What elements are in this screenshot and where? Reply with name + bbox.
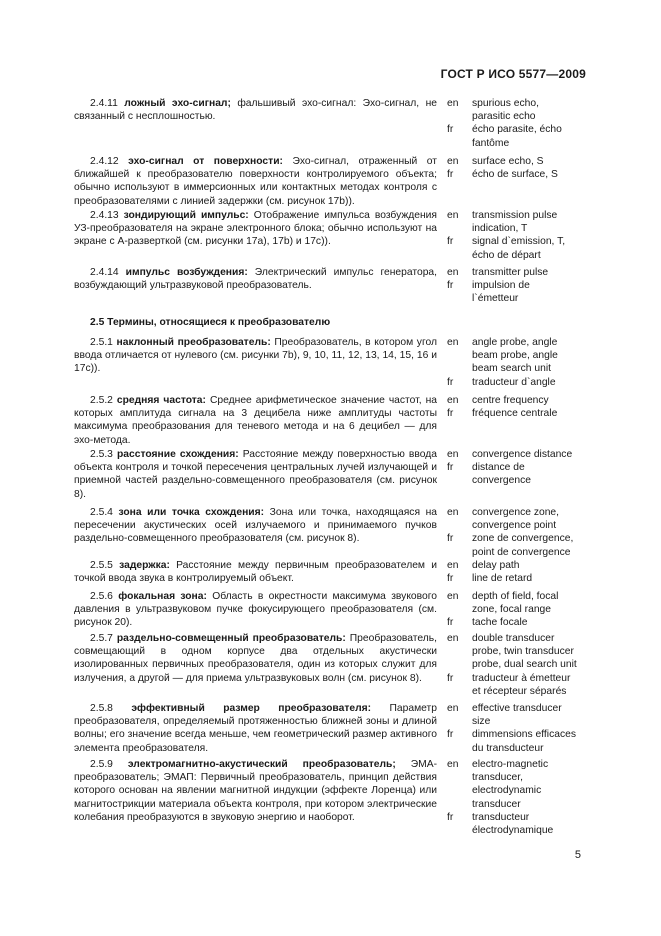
translation-fr <box>447 461 597 487</box>
lang-code: fr <box>447 729 454 741</box>
translation-line: écho de surface, S <box>472 169 558 181</box>
lang-code: fr <box>447 169 454 181</box>
lang-code: fr <box>447 376 454 388</box>
term-number: 2.5.3 <box>90 449 117 460</box>
term-definition <box>74 209 437 249</box>
term-text: Преобразователь, совмещающий в одном корпусе два отдельных акустически изолированных первичных преобразователя, один из которых служит для излучения, а другой — для приема ультразвуковых волн (см. рисунок 8). <box>74 633 437 684</box>
term-text: Преобразователь, в котором угол ввода отличается от нулевого (см. рисунки 7b), 9, 10, 11, 12, 13, 14, 15, 16 и 17с)). <box>74 337 437 375</box>
translation-line: spurious echo, <box>472 98 539 109</box>
translation-line: zone, focal range <box>472 604 551 616</box>
translation-line: point de convergence <box>472 546 571 558</box>
translation-line: l`émetteur <box>472 293 519 305</box>
term-text: Расстояние между поверхностью ввода объекта контроля и точкой пересечения центральных лучей излучающей и приемной частей раздельно-совмещенного преобразователя (см. рисунок 8). <box>74 449 437 500</box>
lang-code: en <box>447 560 459 571</box>
translations <box>447 632 597 698</box>
lang-code: fr <box>447 408 454 420</box>
term-number: 2.5.9 <box>90 759 128 770</box>
translations <box>447 336 597 389</box>
translation-line: transmission pulse <box>472 210 558 221</box>
translation-line: fréquence centrale <box>472 408 558 420</box>
term-definition <box>74 97 437 123</box>
translation-line: transmitter pulse <box>472 267 549 278</box>
translation-fr <box>447 279 597 305</box>
term-text: Зона или точка, находящаяся на пересечении акустических осей излучаемого и принимаемого пучков раздельно-совмещенного преобразователя (см. рисунок 8). <box>74 507 438 545</box>
translation-line: size <box>472 716 491 728</box>
document-id: ГОСТ Р ИСО 5577—2009 <box>440 67 586 81</box>
translation-line: centre frequency <box>472 395 549 406</box>
translation-line: electrodynamic <box>472 785 542 797</box>
translation-en <box>447 559 597 572</box>
translation-line: probe, twin transducer <box>472 646 574 658</box>
translation-line: convergence distance <box>472 449 573 460</box>
translation-fr <box>447 168 597 181</box>
translations <box>447 155 597 181</box>
translation-line: dimmensions efficaces <box>472 729 576 741</box>
translation-line: traducteur d`angle <box>472 376 556 388</box>
term-number: 2.5.7 <box>90 633 117 644</box>
translation-line: électrodynamique <box>472 825 554 837</box>
translation-en <box>447 590 597 616</box>
term-name: зондирующий импульс: <box>123 210 249 221</box>
translation-line: delay path <box>472 560 520 571</box>
term-number: 2.5.6 <box>90 591 119 602</box>
lang-code: en <box>447 98 459 109</box>
term-definition <box>74 632 437 685</box>
translation-en <box>447 702 597 728</box>
translation-line: fantôme <box>472 137 510 149</box>
term-name: ложный эхо-сигнал; <box>124 98 231 109</box>
term-name: средняя частота: <box>116 395 206 406</box>
translation-fr <box>447 616 597 629</box>
translation-en <box>447 448 597 461</box>
term-text: ЭМА-преобразователь; ЭМАП: Первичный преобразователь, принцип действия которого основан на явлении магнитной индукции (эффекте Лоренца) или магнитострикции материала объекта контроля, при котором электрические колебания преобразуются в звуковую энергию и наоборот. <box>74 759 438 823</box>
translation-en <box>447 336 597 376</box>
translation-en <box>447 155 597 168</box>
lang-code: en <box>447 267 459 278</box>
term-name: задержка: <box>119 560 170 571</box>
translations <box>447 209 597 262</box>
translations <box>447 394 597 420</box>
term-name: эхо-сигнал от поверхности: <box>128 156 283 167</box>
lang-code: en <box>447 591 459 602</box>
lang-code: fr <box>447 462 454 474</box>
translation-line: convergence point <box>472 520 557 532</box>
translations <box>447 448 597 488</box>
lang-code: fr <box>447 280 454 292</box>
translation-line: écho parasite, écho <box>472 124 562 136</box>
term-definition <box>74 394 437 447</box>
translations <box>447 758 597 837</box>
translations <box>447 590 597 630</box>
term-definition <box>74 336 437 376</box>
lang-code: fr <box>447 811 454 823</box>
term-number: 2.5.5 <box>90 560 120 571</box>
translation-en <box>447 97 597 123</box>
lang-code: en <box>447 633 459 644</box>
translation-line: depth of field, focal <box>472 591 559 602</box>
term-definition <box>74 155 437 208</box>
lang-code: en <box>447 759 459 770</box>
term-number: 2.5.2 <box>90 395 117 406</box>
translation-fr <box>447 672 597 698</box>
translation-en <box>447 506 597 532</box>
translation-fr <box>447 235 597 261</box>
translation-en <box>447 209 597 235</box>
translation-fr <box>447 572 597 585</box>
term-number: 2.5.1 <box>90 337 117 348</box>
translation-en <box>447 266 597 279</box>
translation-line: tache focale <box>472 617 528 629</box>
translation-line: distance de <box>472 462 525 474</box>
term-text: Расстояние между первичным преобразователем и точкой ввода звука в контролируемый объект. <box>74 560 437 585</box>
term-number: 2.4.11 <box>90 98 125 109</box>
translation-en <box>447 758 597 811</box>
term-name: расстояние схождения: <box>117 449 239 460</box>
lang-code: en <box>447 395 459 406</box>
lang-code: fr <box>447 124 454 136</box>
translation-line: transducer <box>472 798 521 810</box>
lang-code: en <box>447 337 459 348</box>
translation-line: transducteur <box>472 811 530 823</box>
translation-fr <box>447 728 597 754</box>
term-name: импульс возбуждения: <box>125 267 248 278</box>
term-text: Отображение импульса возбуждения УЗ-преобразователя на экране электронного блока; обычно используют на экране с А-разверткой (см. рисунки 17а), 17b) и 17с)). <box>74 210 437 248</box>
term-number: 2.4.13 <box>90 210 124 221</box>
term-text: Среднее арифметическое значение частот, на которых амплитуда сигнала на 3 децибела ниже амплитуды частоты максимума преобразования для теневого метода и на 6 децибел — для эхо-метода. <box>74 395 437 446</box>
translation-line: angle probe, angle <box>472 337 558 348</box>
translation-fr <box>447 811 597 837</box>
translation-line: du transducteur <box>472 742 544 754</box>
translation-line: surface echo, S <box>472 156 544 167</box>
translation-en <box>447 394 597 407</box>
term-name: эффективный размер преобразователя: <box>131 703 372 714</box>
page-number: 5 <box>574 849 581 861</box>
translation-line: convergence zone, <box>472 507 560 518</box>
lang-code: en <box>447 507 459 518</box>
term-definition <box>74 559 437 585</box>
translation-fr <box>447 532 597 558</box>
term-number: 2.4.14 <box>90 267 126 278</box>
translation-line: convergence <box>472 475 531 487</box>
term-text: Эхо-сигнал, отраженный от ближайшей к преобразователю поверхности контролируемого объекта; обычно используют в иммерсионных или контактных методах контроля с преобразователями с линией задержки (см. рисунок 17b)). <box>74 156 437 207</box>
lang-code: en <box>447 703 459 714</box>
section-title: 2.5 Термины, относящиеся к преобразователю <box>90 317 331 328</box>
term-definition <box>74 506 437 546</box>
translation-fr <box>447 376 597 389</box>
translation-line: electro-magnetic <box>472 759 549 770</box>
translation-line: écho de départ <box>472 249 541 261</box>
translation-line: effective transducer <box>472 703 562 714</box>
term-text: фальшивый эхо-сигнал: Эхо-сигнал, не связанный с несплошностью. <box>74 98 437 123</box>
translations <box>447 506 597 559</box>
term-name: наклонный преобразователь: <box>116 337 271 348</box>
term-number: 2.5.8 <box>90 703 132 714</box>
lang-code: fr <box>447 236 454 248</box>
term-definition <box>74 758 437 824</box>
translation-line: et récepteur séparés <box>472 685 567 697</box>
term-name: зона или точка схождения: <box>118 507 265 518</box>
term-text: Параметр преобразователя, определяемый протяженностью ближней зоны и длиной волны; его значение всегда меньше, чем геометрический размер активного элемента преобразователя. <box>74 703 438 754</box>
term-number: 2.4.12 <box>90 156 129 167</box>
term-definition <box>74 448 437 501</box>
translation-fr <box>447 407 597 420</box>
translation-line: indication, T <box>472 223 528 235</box>
lang-code: fr <box>447 533 454 545</box>
translations <box>447 266 597 306</box>
term-definition <box>74 590 437 630</box>
lang-code: en <box>447 449 459 460</box>
translation-line: beam search unit <box>472 363 551 375</box>
lang-code: en <box>447 210 459 221</box>
term-number: 2.5.4 <box>90 507 119 518</box>
term-definition <box>74 266 437 292</box>
translation-line: impulsion de <box>472 280 530 292</box>
translation-line: parasitic echo <box>472 111 536 123</box>
translation-line: signal d`emission, T, <box>472 236 566 248</box>
translations <box>447 559 597 585</box>
translation-line: line de retard <box>472 573 533 585</box>
translation-line: double transducer <box>472 633 555 644</box>
translations <box>447 97 597 150</box>
translation-line: probe, dual search unit <box>472 659 577 671</box>
term-name: фокальная зона: <box>118 591 207 602</box>
translation-line: beam probe, angle <box>472 350 558 362</box>
lang-code: en <box>447 156 459 167</box>
lang-code: fr <box>447 672 454 684</box>
translation-fr <box>447 123 597 149</box>
lang-code: fr <box>447 617 454 629</box>
term-name: раздельно-совмещенный преобразователь: <box>116 633 346 644</box>
translation-en <box>447 632 597 672</box>
term-name: электромагнитно-акустический преобразователь; <box>127 759 396 770</box>
term-text: Область в окрестности максимума звукового давления в ультразвуковом пучке фокусирующего преобразователя (см. рисунок 20). <box>74 591 438 629</box>
translation-line: transducer, <box>472 772 523 784</box>
lang-code: fr <box>447 573 454 585</box>
translations <box>447 702 597 755</box>
translation-line: zone de convergence, <box>472 533 574 545</box>
term-definition <box>74 702 437 755</box>
term-text: Электрический импульс генератора, возбуждающий ультразвуковой преобразователь. <box>74 267 438 292</box>
translation-line: traducteur à émetteur <box>472 672 571 684</box>
